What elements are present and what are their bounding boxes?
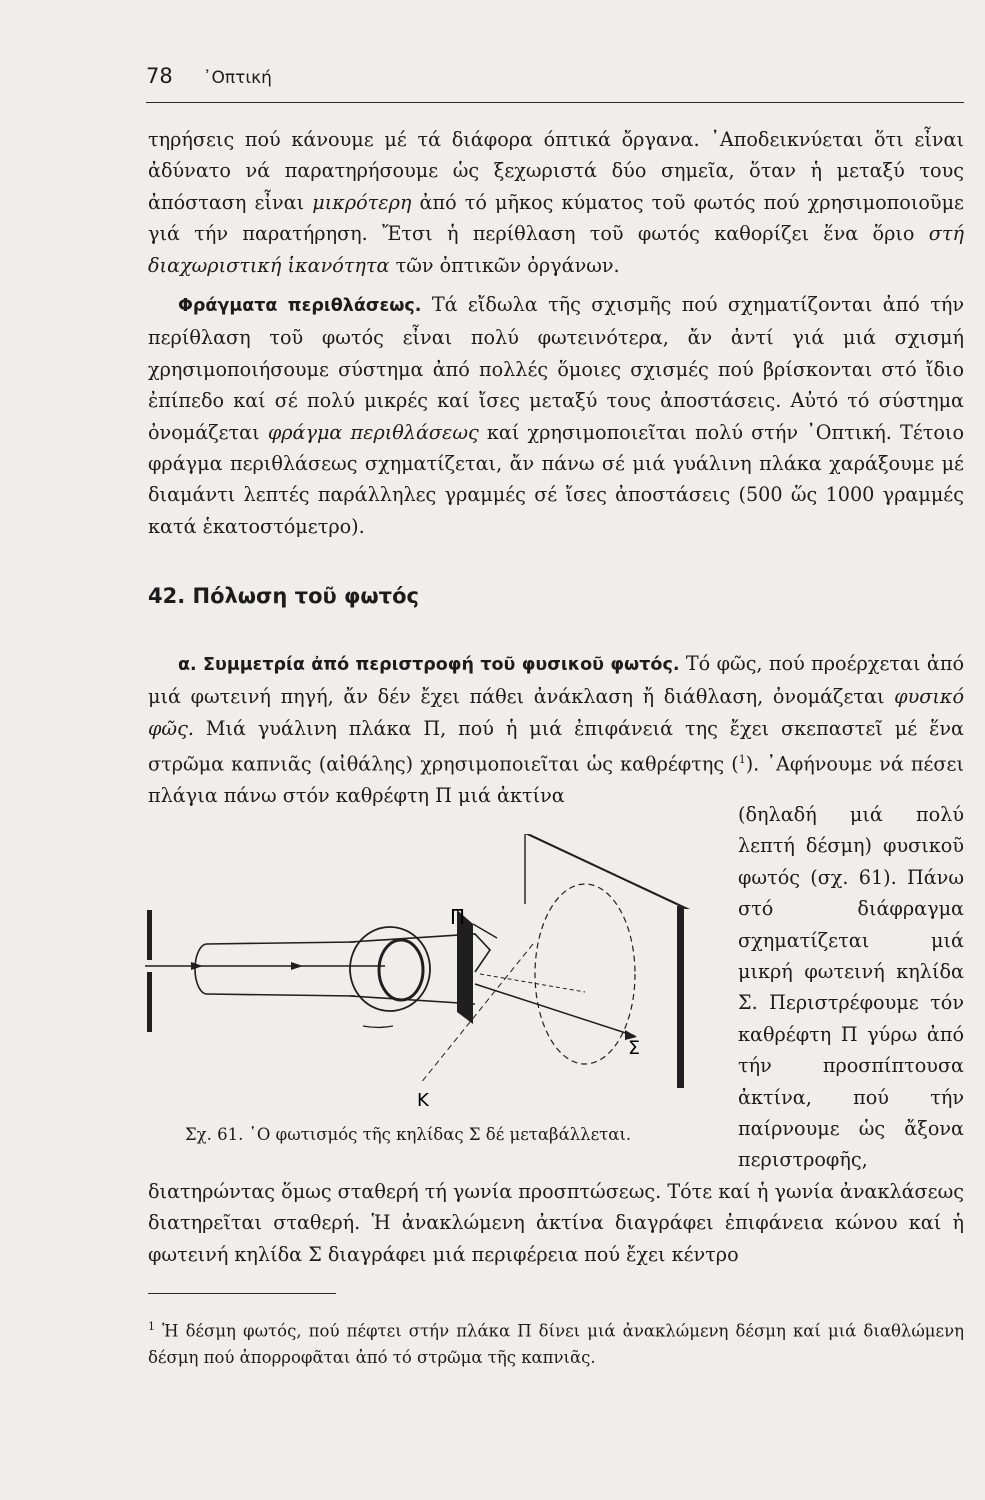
paragraph-gratings — [148, 289, 964, 542]
emphasis-grating: φράγμα περιθλάσεως — [267, 420, 479, 444]
text-span: Τά εἴδωλα τῆς σχισμῆς πού σχηματίζονται ἀπό τήν περίθλαση τοῦ φωτός εἶναι πολύ φωτεινότερα, ἄν ἀντί γιά μιά σχισμή χρησιμοποιήσουμε σύστημα ἀπό πολλές ὅμοιες σχισμές πού βρίσκονται στό ἴδιο ἐπίπεδο καί σέ πολύ μικρές καί ἴσες μεταξύ τους ἀποστάσεις. Αὐτό τό σύστημα ὀνομάζεται — [148, 293, 964, 444]
text-span: καί χρησιμοποιεῖται πολύ στήν ᾿Οπτική. Τέτοιο φράγμα περιθλάσεως σχηματίζεται, ἄν πάνω σέ μιά γυάλινη πλάκα χαράξουμε μέ διαμάντι λεπτές παράλληλες γραμμές σέ ἴσες ἀποστάσεις (500 ὥς 1000 γραμμές κατά ἑκατοστόμετρο). — [148, 420, 964, 538]
label-mirror: Π — [450, 905, 466, 929]
chapter-title: ᾿Οπτική — [203, 68, 272, 88]
paragraph-rotation: διατηρώντας ὅμως σταθερή τή γωνία προσπτώσεως. Τότε καί ἡ γωνία ἀνακλάσεως διατηρεῖται σταθερή. Ἡ ἀνακλώμενη ἀκτίνα διαγράφει ἐπιφάνεια κώνου καί ἡ φωτεινή κηλίδα Σ διαγράφει μιά περιφέρεια πού ἔχει κέντρο — [148, 1180, 964, 1266]
footnote-text: Ἡ δέσμη φωτός, πού πέφτει στήν πλάκα Π δίνει μιά ἀνακλώμενη δέσμη καί μιά διαθλώμενη δέσμη πού ἀπορροφᾶται ἀπό τό στρῶμα τῆς καπνιᾶς. — [148, 1321, 964, 1367]
run-in-heading-gratings: Φράγματα περιθλάσεως. — [178, 296, 422, 316]
cylinder-body — [207, 942, 355, 996]
reflected-ray — [475, 984, 635, 1036]
text-span: ἀπό τό μῆκος κύματος τοῦ φωτός πού χρησιμοποιοῦμε γιά τήν παρατήρηση. Ἔτσι ἡ περίθλαση τοῦ φωτός καθορίζει ἕνα ὅριο — [148, 190, 964, 246]
diaphragm-upper — [147, 910, 152, 960]
footnote — [148, 1314, 964, 1371]
emphasis-resolving-power: στή διαχωριστική ἱκανότητα — [148, 222, 964, 277]
screen-top — [525, 834, 690, 909]
center-pointer — [420, 944, 533, 1084]
spot-path-circle — [535, 884, 635, 1064]
wrapped-text-column: (δηλαδή μιά πολύ λεπτή δέσμη) φυσικοῦ φωτός (σχ. 61). Πάνω στό διάφραγμα σχηματίζεται μιά μικρή φωτεινή κηλίδα Σ. Περιστρέφουμε τόν καθρέφτη Π γύρω ἀπό τήν προσπίπτουσα ἀκτίνα, πού τήν παίρνουμε ὡς ἄξονα περιστροφῆς, — [738, 803, 964, 1172]
mount-ring-inner — [379, 940, 423, 1000]
screen-right — [677, 906, 684, 1088]
text-span: Μιά γυάλινη πλάκα Π, πού ἡ μιά ἐπιφάνειά της ἔχει σκεπαστεῖ μέ ἕνα στρῶμα καπνιᾶς (αἰθάλης) χρησιμοποιεῖται ὡς καθρέφτης ( — [148, 716, 964, 776]
label-center: Κ — [417, 1090, 429, 1111]
paragraph-resolution — [148, 124, 964, 281]
run-in-heading-symmetry: α. Συμμετρία ἀπό περιστροφή τοῦ φυσικοῦ φωτός. — [178, 655, 680, 675]
paragraph-symmetry — [148, 648, 964, 811]
header-rule — [146, 102, 964, 103]
section-title: 42. Πόλωση τοῦ φωτός — [148, 584, 419, 608]
cylinder-end — [195, 944, 207, 994]
footnote-rule — [148, 1293, 336, 1294]
text-span: Τό φῶς, πού προέρχεται ἀπό μιά φωτεινή πηγή, ἄν δέν ἔχει πάθει ἀνάκλαση ἤ διάθλαση, ὀνομάζεται — [148, 652, 964, 709]
emphasis-smaller: μικρότερη — [312, 190, 412, 214]
footnote-reference: 1 — [738, 753, 746, 767]
running-head — [146, 64, 966, 94]
footnote-marker: 1 — [148, 1320, 155, 1333]
text-span: τηρήσεις πού κάνουμε μέ τά διάφορα όπτικά ὄργανα. ᾿Αποδεικνύεται ὅτι εἶναι ἀδύνατο νά παρατηρήσουμε ὡς ξεχωριστά δύο σημεῖα, ὅταν ἡ μεταξύ τους ἀπόσταση εἶναι — [148, 128, 964, 214]
ray-arrow-2 — [291, 962, 303, 970]
emphasis-natural-light: φυσικό φῶς. — [148, 685, 964, 740]
figure-61 — [145, 814, 705, 1119]
text-span: ). ᾿Αφήνουμε νά πέσει πλάγια πάνω στόν καθρέφτη Π μιά ἀκτίνα — [148, 752, 964, 808]
figure-caption: Σχ. 61. ῾Ο φωτισμός τῆς κηλίδας Σ δέ μεταβάλλεται. — [185, 1125, 632, 1144]
ray-arrow-1 — [191, 962, 203, 970]
page-number: 78 — [146, 64, 173, 88]
text-span: τῶν ὀπτικῶν ὀργάνων. — [389, 253, 620, 277]
label-spot: Σ — [628, 1037, 641, 1059]
diaphragm-lower — [147, 972, 152, 1032]
axis-line — [480, 974, 585, 992]
rotation-arrow — [363, 1026, 393, 1027]
